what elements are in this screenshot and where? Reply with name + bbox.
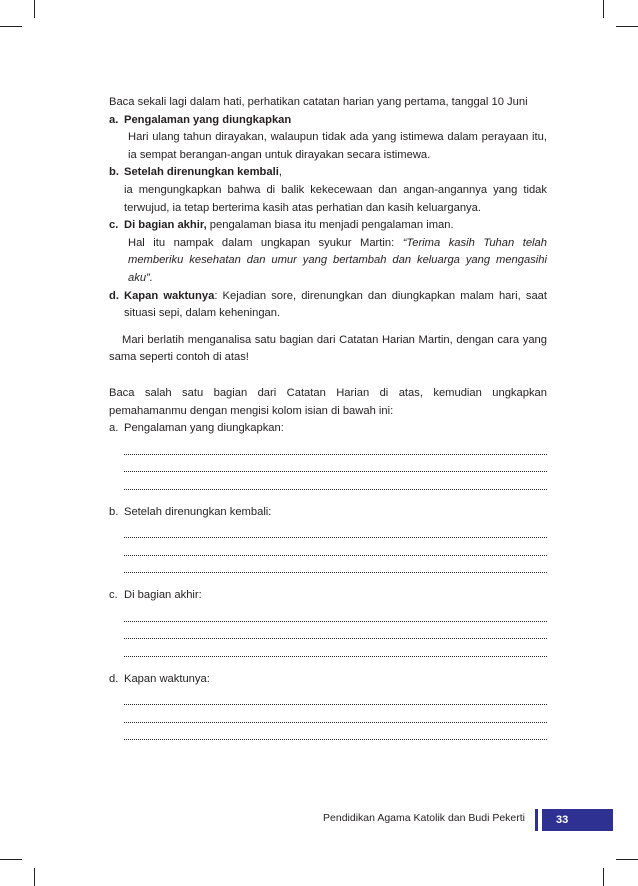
crop-mark <box>34 0 35 18</box>
example-item-a <box>109 112 547 165</box>
task-paragraph: Baca salah satu bagian dari Catatan Harian di atas, kemudian ungkapkan pemahamanmu dengan mengisi kolom isian di bawah ini: <box>109 386 547 417</box>
example-item-b <box>109 164 547 217</box>
answer-field-c <box>109 587 547 657</box>
answer-field-d <box>109 671 547 741</box>
item-title: Di bagian akhir, <box>124 219 207 232</box>
item-title: Kapan waktunya <box>124 289 215 302</box>
crop-mark <box>0 26 22 27</box>
answer-line[interactable] <box>124 723 547 741</box>
crop-mark <box>603 0 604 18</box>
page-footer <box>310 809 613 831</box>
example-item-c <box>109 217 547 287</box>
item-text-plain: Hal itu nampak dalam ungkapan syukur Martin: <box>128 236 403 249</box>
field-label: d. Kapan waktunya: <box>109 672 210 685</box>
answer-line[interactable] <box>124 538 547 556</box>
item-text <box>124 288 547 323</box>
crop-mark <box>0 859 22 860</box>
field-label: a. Pengalaman yang diungkapkan: <box>109 422 284 435</box>
answer-line[interactable] <box>124 556 547 574</box>
answer-line[interactable] <box>124 622 547 640</box>
crop-mark <box>616 859 638 860</box>
answer-line[interactable] <box>124 688 547 706</box>
item-letter: d. <box>109 289 119 302</box>
item-title-after: pengalaman biasa itu menjadi pengalaman iman. <box>206 219 454 232</box>
item-title-after: : Kejadian sore, direnungkan dan diungkapkan malam hari, saat situasi sepi, dalam keheningan. <box>124 289 547 320</box>
answer-field-a <box>109 420 547 490</box>
item-quote: “Terima kasih Tuhan telah memberiku kesehatan dan umur yang bertambah dan keluarga yang mengasihi aku”. <box>128 236 547 284</box>
answer-line[interactable] <box>124 455 547 473</box>
answer-line[interactable] <box>124 705 547 723</box>
item-text: ia mengungkapkan bahwa di balik kekecewaan dan angan-angannya yang tidak terwujud, ia tetap berterima kasih atas perhatian dan kasih keluarganya. <box>124 183 547 214</box>
book-title: Pendidikan Agama Katolik dan Budi Pekerti <box>323 812 525 824</box>
item-letter: c. <box>109 219 119 232</box>
crop-mark <box>603 868 604 886</box>
answer-line[interactable] <box>124 604 547 622</box>
answer-line[interactable] <box>124 437 547 455</box>
answer-line[interactable] <box>124 472 547 490</box>
answer-line[interactable] <box>124 521 547 539</box>
item-title: Pengalaman yang diungkapkan <box>124 113 292 126</box>
item-text: Hari ulang tahun dirayakan, walaupun tidak ada yang istimewa dalam perayaan itu, ia sempat berangan-angan untuk dirayakan secara istimewa. <box>128 131 547 161</box>
field-label: c. Di bagian akhir: <box>109 589 202 602</box>
item-letter: a. <box>109 113 119 126</box>
item-text <box>124 235 547 288</box>
instruction-paragraph: Mari berlatih menganalisa satu bagian dari Catatan Harian Martin, dengan cara yang sama seperti contoh di atas! <box>109 333 547 364</box>
field-label: b. Setelah direnungkan kembali: <box>109 505 272 518</box>
answer-line[interactable] <box>124 639 547 657</box>
page-content <box>109 94 547 754</box>
intro-text: Baca sekali lagi dalam hati, perhatikan catatan harian yang pertama, tanggal 10 Juni <box>109 96 528 108</box>
footer-divider <box>535 809 538 831</box>
item-title-suffix: , <box>278 166 282 179</box>
crop-mark <box>616 26 638 27</box>
answer-field-b <box>109 504 547 574</box>
example-item-d <box>109 288 547 323</box>
page-number: 33 <box>542 809 613 831</box>
crop-mark <box>34 868 35 886</box>
item-title: Setelah direnungkan kembali <box>124 166 279 179</box>
item-letter: b. <box>109 166 119 179</box>
